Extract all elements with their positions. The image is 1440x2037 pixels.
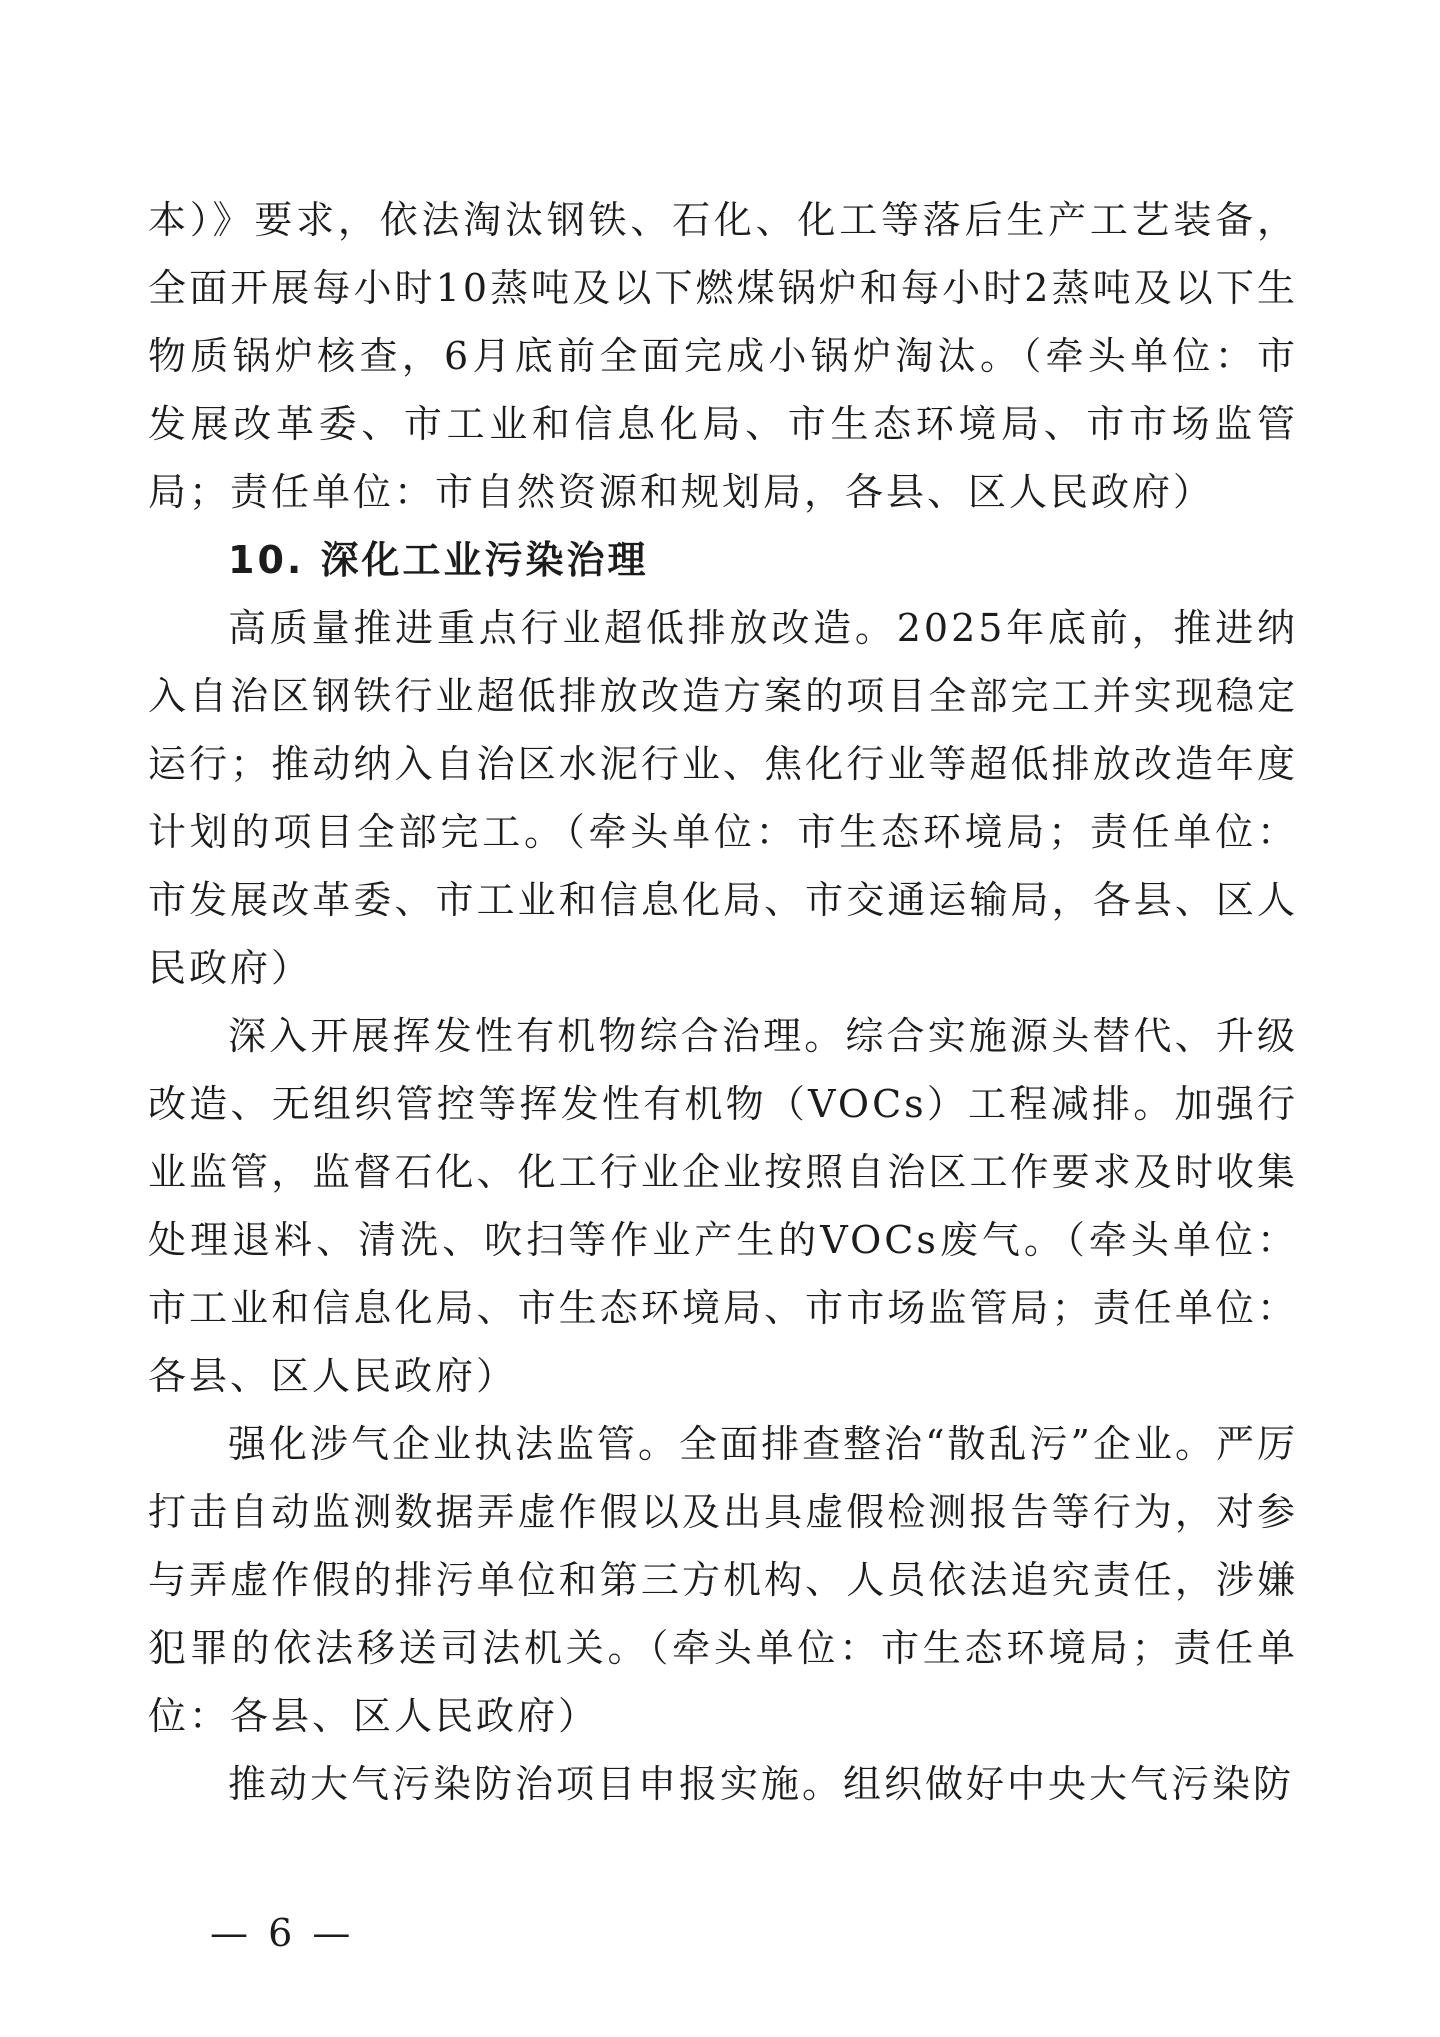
document-body (148, 186, 1298, 1818)
paragraph-project-application: 推动大气污染防治项目申报实施。组织做好中央大气污染防 (228, 1762, 1295, 1806)
paragraph-continued: 本）》要求，依法淘汰钢铁、石化、化工等落后生产工艺装备，全面开展每小时10蒸吨及以下燃煤锅炉和每小时2蒸吨及以下生物质锅炉核查，6月底前全面完成小锅炉淘汰。（牵头单位：市发展改革委、市工业和信息化局、市生态环境局、市市场监管局；责任单位：市自然资源和规划局，各县、区人民政府） (148, 198, 1298, 514)
page-number: — 6 — (210, 1911, 355, 1955)
paragraph-ultra-low-emission: 高质量推进重点行业超低排放改造。2025年底前，推进纳入自治区钢铁行业超低排放改造方案的项目全部完工并实现稳定运行；推动纳入自治区水泥行业、焦化行业等超低排放改造年度计划的项目全部完工。（牵头单位：市生态环境局；责任单位：市发展改革委、市工业和信息化局、市交通运输局，各县、区人民政府） (148, 606, 1298, 990)
section-heading: 10. 深化工业污染治理 (228, 538, 649, 582)
paragraph-vocs-governance: 深入开展挥发性有机物综合治理。综合实施源头替代、升级改造、无组织管控等挥发性有机物（VOCs）工程减排。加强行业监管，监督石化、化工行业企业按照自治区工作要求及时收集处理退料、清洗、吹扫等作业产生的VOCs废气。（牵头单位：市工业和信息化局、市生态环境局、市市场监管局；责任单位：各县、区人民政府） (148, 1014, 1298, 1398)
paragraph-enforcement: 强化涉气企业执法监管。全面排查整治“散乱污”企业。严厉打击自动监测数据弄虚作假以及出具虚假检测报告等行为，对参与弄虚作假的排污单位和第三方机构、人员依法追究责任，涉嫌犯罪的依法移送司法机关。（牵头单位：市生态环境局；责任单位：各县、区人民政府） (148, 1422, 1298, 1738)
